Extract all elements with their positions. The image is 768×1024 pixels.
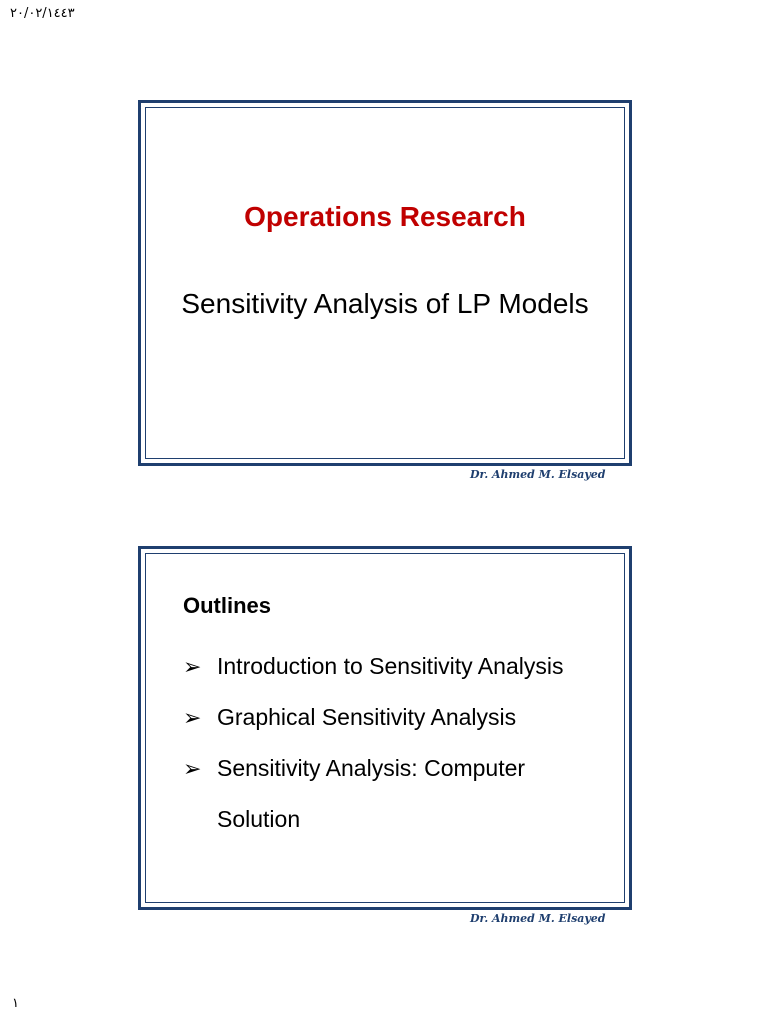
page-number: ١ [12,996,19,1011]
outline-slide [138,546,632,910]
outline-item-text: Sensitivity Analysis: Computer Solution [217,755,526,832]
author-credit: Dr. Ahmed M. Elsayed [470,912,606,925]
outline-list [183,641,599,845]
arrowhead-bullet-icon: ➢ [183,756,202,781]
outline-item [183,743,599,845]
arrowhead-bullet-icon: ➢ [183,654,202,679]
arrowhead-bullet-icon: ➢ [183,705,202,730]
outline-item-text: Introduction to Sensitivity Analysis [217,653,564,679]
outline-item [183,692,599,743]
outline-heading: Outlines [183,593,272,618]
page-date: ٢٠/٠٢/١٤٤٣ [10,6,75,21]
slide-title: Operations Research [244,201,526,232]
author-credit: Dr. Ahmed M. Elsayed [470,468,606,481]
title-slide [138,100,632,466]
slide-subtitle: Sensitivity Analysis of LP Models [181,288,589,319]
outline-item [183,641,599,692]
outline-item-text: Graphical Sensitivity Analysis [217,704,517,730]
